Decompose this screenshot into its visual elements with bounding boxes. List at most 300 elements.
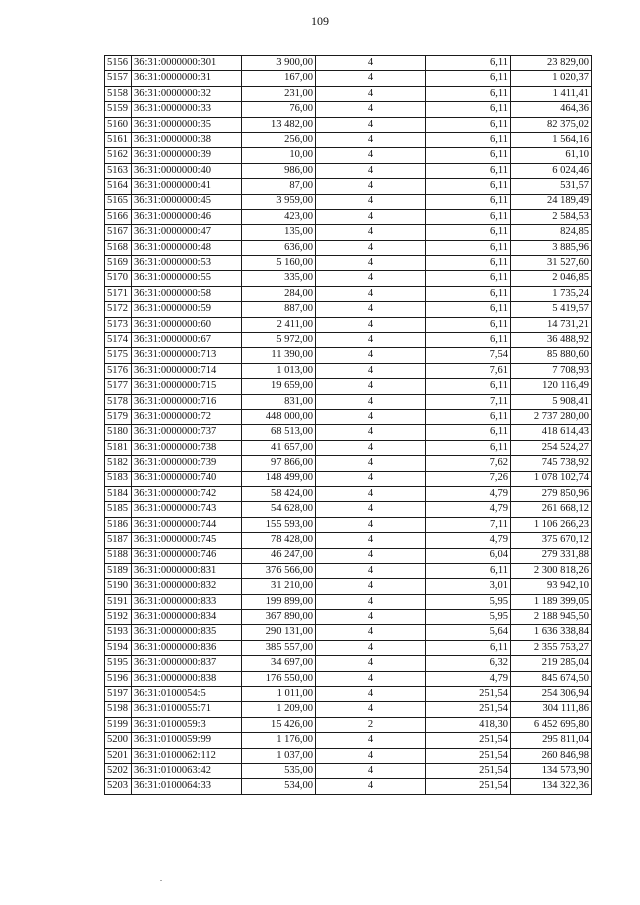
area-cell: 46 247,00 (242, 548, 316, 563)
cadastral-number-cell: 36:31:0000000:72 (132, 409, 242, 424)
rate-cell: 4,79 (426, 671, 511, 686)
table-row (105, 209, 592, 224)
area-cell: 1 013,00 (242, 363, 316, 378)
category-cell: 4 (316, 286, 426, 301)
rate-cell: 6,11 (426, 117, 511, 132)
area-cell: 148 499,00 (242, 471, 316, 486)
cadastral-number-cell: 36:31:0000000:744 (132, 517, 242, 532)
area-cell: 54 628,00 (242, 502, 316, 517)
rate-cell: 3,01 (426, 579, 511, 594)
cost-cell: 7 708,93 (511, 363, 592, 378)
area-cell: 5 160,00 (242, 256, 316, 271)
rate-cell: 251,54 (426, 687, 511, 702)
area-cell: 535,00 (242, 763, 316, 778)
row-number-cell: 5182 (105, 456, 132, 471)
cost-cell: 261 668,12 (511, 502, 592, 517)
row-number-cell: 5159 (105, 102, 132, 117)
table-row (105, 610, 592, 625)
table-row (105, 517, 592, 532)
category-cell: 4 (316, 471, 426, 486)
area-cell: 423,00 (242, 209, 316, 224)
table-row (105, 117, 592, 132)
area-cell: 534,00 (242, 779, 316, 794)
area-cell: 167,00 (242, 71, 316, 86)
table-row (105, 194, 592, 209)
table-row (105, 440, 592, 455)
area-cell: 448 000,00 (242, 409, 316, 424)
cost-cell: 2 046,85 (511, 271, 592, 286)
cadastral-number-cell: 36:31:0000000:832 (132, 579, 242, 594)
table-row (105, 317, 592, 332)
category-cell: 4 (316, 240, 426, 255)
rate-cell: 6,11 (426, 440, 511, 455)
table-row (105, 102, 592, 117)
table-row (105, 471, 592, 486)
area-cell: 335,00 (242, 271, 316, 286)
area-cell: 256,00 (242, 132, 316, 147)
cost-cell: 254 524,27 (511, 440, 592, 455)
cadastral-number-cell: 36:31:0000000:31 (132, 71, 242, 86)
row-number-cell: 5200 (105, 733, 132, 748)
category-cell: 4 (316, 148, 426, 163)
cost-cell: 14 731,21 (511, 317, 592, 332)
rate-cell: 6,11 (426, 425, 511, 440)
area-cell: 19 659,00 (242, 379, 316, 394)
row-number-cell: 5176 (105, 363, 132, 378)
rate-cell: 7,26 (426, 471, 511, 486)
table-row (105, 656, 592, 671)
cadastral-number-cell: 36:31:0000000:301 (132, 56, 242, 71)
cadastral-number-cell: 36:31:0000000:58 (132, 286, 242, 301)
category-cell: 4 (316, 363, 426, 378)
row-number-cell: 5194 (105, 640, 132, 655)
area-cell: 11 390,00 (242, 348, 316, 363)
table-row (105, 717, 592, 732)
category-cell: 4 (316, 117, 426, 132)
area-cell: 76,00 (242, 102, 316, 117)
row-number-cell: 5201 (105, 748, 132, 763)
table-body (105, 56, 592, 795)
category-cell: 4 (316, 440, 426, 455)
cost-cell: 5 908,41 (511, 394, 592, 409)
table-row (105, 625, 592, 640)
area-cell: 199 899,00 (242, 594, 316, 609)
cost-cell: 1 564,16 (511, 132, 592, 147)
row-number-cell: 5196 (105, 671, 132, 686)
area-cell: 34 697,00 (242, 656, 316, 671)
cost-cell: 24 189,49 (511, 194, 592, 209)
area-cell: 1 037,00 (242, 748, 316, 763)
cadastral-number-cell: 36:31:0000000:737 (132, 425, 242, 440)
rate-cell: 6,11 (426, 409, 511, 424)
category-cell: 4 (316, 333, 426, 348)
area-cell: 284,00 (242, 286, 316, 301)
page-number: 109 (311, 14, 329, 28)
scan-speck (160, 880, 162, 881)
cadastral-number-cell: 36:31:0000000:715 (132, 379, 242, 394)
rate-cell: 7,11 (426, 394, 511, 409)
cost-cell: 845 674,50 (511, 671, 592, 686)
category-cell: 4 (316, 563, 426, 578)
table-row (105, 594, 592, 609)
category-cell: 4 (316, 671, 426, 686)
row-number-cell: 5184 (105, 486, 132, 501)
area-cell: 2 411,00 (242, 317, 316, 332)
cadastral-number-cell: 36:31:0100059:3 (132, 717, 242, 732)
cadastral-number-cell: 36:31:0000000:745 (132, 533, 242, 548)
rate-cell: 4,79 (426, 502, 511, 517)
category-cell: 4 (316, 409, 426, 424)
category-cell: 4 (316, 579, 426, 594)
cost-cell: 375 670,12 (511, 533, 592, 548)
area-cell: 385 557,00 (242, 640, 316, 655)
cost-cell: 2 584,53 (511, 209, 592, 224)
table-row (105, 548, 592, 563)
rate-cell: 4,79 (426, 533, 511, 548)
cost-cell: 219 285,04 (511, 656, 592, 671)
row-number-cell: 5177 (105, 379, 132, 394)
row-number-cell: 5191 (105, 594, 132, 609)
area-cell: 13 482,00 (242, 117, 316, 132)
category-cell: 4 (316, 394, 426, 409)
row-number-cell: 5168 (105, 240, 132, 255)
cost-cell: 1 020,37 (511, 71, 592, 86)
cadastral-number-cell: 36:31:0000000:55 (132, 271, 242, 286)
rate-cell: 7,54 (426, 348, 511, 363)
category-cell: 2 (316, 717, 426, 732)
table-row (105, 363, 592, 378)
table-row (105, 302, 592, 317)
rate-cell: 251,54 (426, 748, 511, 763)
row-number-cell: 5170 (105, 271, 132, 286)
row-number-cell: 5174 (105, 333, 132, 348)
cadastral-number-cell: 36:31:0000000:47 (132, 225, 242, 240)
rate-cell: 6,11 (426, 379, 511, 394)
row-number-cell: 5166 (105, 209, 132, 224)
table-row (105, 733, 592, 748)
row-number-cell: 5192 (105, 610, 132, 625)
category-cell: 4 (316, 610, 426, 625)
cost-cell: 1 735,24 (511, 286, 592, 301)
row-number-cell: 5199 (105, 717, 132, 732)
cadastral-number-cell: 36:31:0100054:5 (132, 687, 242, 702)
category-cell: 4 (316, 733, 426, 748)
row-number-cell: 5197 (105, 687, 132, 702)
row-number-cell: 5180 (105, 425, 132, 440)
area-cell: 1 209,00 (242, 702, 316, 717)
rate-cell: 6,04 (426, 548, 511, 563)
cadastral-number-cell: 36:31:0000000:742 (132, 486, 242, 501)
rate-cell: 6,11 (426, 317, 511, 332)
row-number-cell: 5171 (105, 286, 132, 301)
table-row (105, 687, 592, 702)
area-cell: 31 210,00 (242, 579, 316, 594)
cadastral-number-cell: 36:31:0000000:838 (132, 671, 242, 686)
row-number-cell: 5186 (105, 517, 132, 532)
cost-cell: 134 322,36 (511, 779, 592, 794)
rate-cell: 251,54 (426, 763, 511, 778)
rate-cell: 6,11 (426, 225, 511, 240)
area-cell: 1 011,00 (242, 687, 316, 702)
rate-cell: 6,11 (426, 163, 511, 178)
rate-cell: 6,11 (426, 256, 511, 271)
cadastral-number-cell: 36:31:0000000:746 (132, 548, 242, 563)
rate-cell: 6,11 (426, 86, 511, 101)
row-number-cell: 5161 (105, 132, 132, 147)
rate-cell: 6,11 (426, 148, 511, 163)
rate-cell: 6,11 (426, 640, 511, 655)
cost-cell: 5 419,57 (511, 302, 592, 317)
category-cell: 4 (316, 209, 426, 224)
row-number-cell: 5160 (105, 117, 132, 132)
rate-cell: 6,32 (426, 656, 511, 671)
category-cell: 4 (316, 348, 426, 363)
table-row (105, 486, 592, 501)
area-cell: 3 959,00 (242, 194, 316, 209)
table-row (105, 225, 592, 240)
row-number-cell: 5156 (105, 56, 132, 71)
table-row (105, 763, 592, 778)
rate-cell: 5,95 (426, 594, 511, 609)
table-row (105, 579, 592, 594)
rate-cell: 7,62 (426, 456, 511, 471)
rate-cell: 5,64 (426, 625, 511, 640)
cadastral-number-cell: 36:31:0100059:99 (132, 733, 242, 748)
cadastral-number-cell: 36:31:0000000:834 (132, 610, 242, 625)
table-row (105, 748, 592, 763)
cost-cell: 745 738,92 (511, 456, 592, 471)
row-number-cell: 5157 (105, 71, 132, 86)
area-cell: 5 972,00 (242, 333, 316, 348)
cadastral-number-cell: 36:31:0000000:713 (132, 348, 242, 363)
rate-cell: 6,11 (426, 302, 511, 317)
rate-cell: 251,54 (426, 733, 511, 748)
table-row (105, 533, 592, 548)
rate-cell: 251,54 (426, 779, 511, 794)
table-row (105, 456, 592, 471)
table-row (105, 56, 592, 71)
table-row (105, 394, 592, 409)
category-cell: 4 (316, 225, 426, 240)
row-number-cell: 5158 (105, 86, 132, 101)
row-number-cell: 5164 (105, 179, 132, 194)
row-number-cell: 5189 (105, 563, 132, 578)
cost-cell: 6 452 695,80 (511, 717, 592, 732)
category-cell: 4 (316, 640, 426, 655)
category-cell: 4 (316, 102, 426, 117)
cost-cell: 279 331,88 (511, 548, 592, 563)
row-number-cell: 5203 (105, 779, 132, 794)
row-number-cell: 5163 (105, 163, 132, 178)
table-row (105, 240, 592, 255)
rate-cell: 6,11 (426, 56, 511, 71)
cadastral-number-cell: 36:31:0000000:740 (132, 471, 242, 486)
rate-cell: 6,11 (426, 179, 511, 194)
category-cell: 4 (316, 486, 426, 501)
rate-cell: 5,95 (426, 610, 511, 625)
area-cell: 41 657,00 (242, 440, 316, 455)
table-row (105, 702, 592, 717)
table-row (105, 148, 592, 163)
rate-cell: 7,11 (426, 517, 511, 532)
area-cell: 376 566,00 (242, 563, 316, 578)
cadastral-number-cell: 36:31:0000000:53 (132, 256, 242, 271)
rate-cell: 6,11 (426, 333, 511, 348)
area-cell: 68 513,00 (242, 425, 316, 440)
row-number-cell: 5165 (105, 194, 132, 209)
cadastral-number-cell: 36:31:0100062:112 (132, 748, 242, 763)
category-cell: 4 (316, 625, 426, 640)
row-number-cell: 5175 (105, 348, 132, 363)
rate-cell: 4,79 (426, 486, 511, 501)
table-row (105, 86, 592, 101)
cadastral-number-cell: 36:31:0000000:41 (132, 179, 242, 194)
cost-cell: 23 829,00 (511, 56, 592, 71)
category-cell: 4 (316, 748, 426, 763)
area-cell: 3 900,00 (242, 56, 316, 71)
category-cell: 4 (316, 163, 426, 178)
cadastral-number-cell: 36:31:0000000:714 (132, 363, 242, 378)
cadastral-number-cell: 36:31:0000000:837 (132, 656, 242, 671)
table-row (105, 379, 592, 394)
category-cell: 4 (316, 71, 426, 86)
area-cell: 887,00 (242, 302, 316, 317)
cadastral-number-cell: 36:31:0000000:45 (132, 194, 242, 209)
table-row (105, 286, 592, 301)
category-cell: 4 (316, 763, 426, 778)
cadastral-number-cell: 36:31:0000000:835 (132, 625, 242, 640)
row-number-cell: 5198 (105, 702, 132, 717)
row-number-cell: 5195 (105, 656, 132, 671)
rate-cell: 6,11 (426, 194, 511, 209)
cost-cell: 260 846,98 (511, 748, 592, 763)
area-cell: 176 550,00 (242, 671, 316, 686)
table-row (105, 132, 592, 147)
category-cell: 4 (316, 271, 426, 286)
cost-cell: 85 880,60 (511, 348, 592, 363)
rate-cell: 6,11 (426, 240, 511, 255)
area-cell: 87,00 (242, 179, 316, 194)
row-number-cell: 5190 (105, 579, 132, 594)
category-cell: 4 (316, 702, 426, 717)
cadastral-number-cell: 36:31:0000000:33 (132, 102, 242, 117)
cost-cell: 120 116,49 (511, 379, 592, 394)
table-row (105, 271, 592, 286)
cadastral-number-cell: 36:31:0000000:32 (132, 86, 242, 101)
row-number-cell: 5187 (105, 533, 132, 548)
cadastral-number-cell: 36:31:0000000:46 (132, 209, 242, 224)
rate-cell: 6,11 (426, 271, 511, 286)
cost-cell: 6 024,46 (511, 163, 592, 178)
cadastral-number-cell: 36:31:0100064:33 (132, 779, 242, 794)
cost-cell: 36 488,92 (511, 333, 592, 348)
area-cell: 290 131,00 (242, 625, 316, 640)
cost-cell: 2 355 753,27 (511, 640, 592, 655)
row-number-cell: 5185 (105, 502, 132, 517)
cost-cell: 1 636 338,84 (511, 625, 592, 640)
table-row (105, 779, 592, 794)
row-number-cell: 5162 (105, 148, 132, 163)
cost-cell: 82 375,02 (511, 117, 592, 132)
cost-cell: 531,57 (511, 179, 592, 194)
table-row (105, 333, 592, 348)
row-number-cell: 5193 (105, 625, 132, 640)
cadastral-number-cell: 36:31:0000000:48 (132, 240, 242, 255)
cadastral-number-cell: 36:31:0000000:833 (132, 594, 242, 609)
area-cell: 155 593,00 (242, 517, 316, 532)
rate-cell: 6,11 (426, 209, 511, 224)
cadastral-number-cell: 36:31:0000000:738 (132, 440, 242, 455)
category-cell: 4 (316, 302, 426, 317)
cadastral-number-cell: 36:31:0000000:743 (132, 502, 242, 517)
category-cell: 4 (316, 86, 426, 101)
cadastral-number-cell: 36:31:0000000:39 (132, 148, 242, 163)
cost-cell: 1 106 266,23 (511, 517, 592, 532)
rate-cell: 6,11 (426, 286, 511, 301)
cost-cell: 31 527,60 (511, 256, 592, 271)
rate-cell: 6,11 (426, 102, 511, 117)
cadastral-number-cell: 36:31:0000000:67 (132, 333, 242, 348)
area-cell: 231,00 (242, 86, 316, 101)
table-row (105, 256, 592, 271)
table-row (105, 563, 592, 578)
category-cell: 4 (316, 548, 426, 563)
row-number-cell: 5172 (105, 302, 132, 317)
cadastral-table (104, 55, 592, 795)
rate-cell: 418,30 (426, 717, 511, 732)
cadastral-number-cell: 36:31:0000000:35 (132, 117, 242, 132)
category-cell: 4 (316, 425, 426, 440)
table-row (105, 409, 592, 424)
category-cell: 4 (316, 517, 426, 532)
area-cell: 986,00 (242, 163, 316, 178)
cost-cell: 254 306,94 (511, 687, 592, 702)
rate-cell: 7,61 (426, 363, 511, 378)
cost-cell: 824,85 (511, 225, 592, 240)
table-row (105, 179, 592, 194)
cost-cell: 2 300 818,26 (511, 563, 592, 578)
cost-cell: 304 111,86 (511, 702, 592, 717)
category-cell: 4 (316, 456, 426, 471)
table-row (105, 640, 592, 655)
category-cell: 4 (316, 379, 426, 394)
area-cell: 831,00 (242, 394, 316, 409)
cost-cell: 134 573,90 (511, 763, 592, 778)
cadastral-number-cell: 36:31:0000000:38 (132, 132, 242, 147)
category-cell: 4 (316, 179, 426, 194)
row-number-cell: 5183 (105, 471, 132, 486)
row-number-cell: 5178 (105, 394, 132, 409)
category-cell: 4 (316, 594, 426, 609)
category-cell: 4 (316, 502, 426, 517)
cost-cell: 61,10 (511, 148, 592, 163)
cost-cell: 2 737 280,00 (511, 409, 592, 424)
row-number-cell: 5169 (105, 256, 132, 271)
cost-cell: 1 078 102,74 (511, 471, 592, 486)
row-number-cell: 5202 (105, 763, 132, 778)
row-number-cell: 5188 (105, 548, 132, 563)
cadastral-number-cell: 36:31:0000000:716 (132, 394, 242, 409)
category-cell: 4 (316, 779, 426, 794)
cost-cell: 295 811,04 (511, 733, 592, 748)
rate-cell: 251,54 (426, 702, 511, 717)
rate-cell: 6,11 (426, 132, 511, 147)
row-number-cell: 5179 (105, 409, 132, 424)
cadastral-number-cell: 36:31:0000000:739 (132, 456, 242, 471)
cost-cell: 1 189 399,05 (511, 594, 592, 609)
row-number-cell: 5173 (105, 317, 132, 332)
cadastral-number-cell: 36:31:0000000:831 (132, 563, 242, 578)
